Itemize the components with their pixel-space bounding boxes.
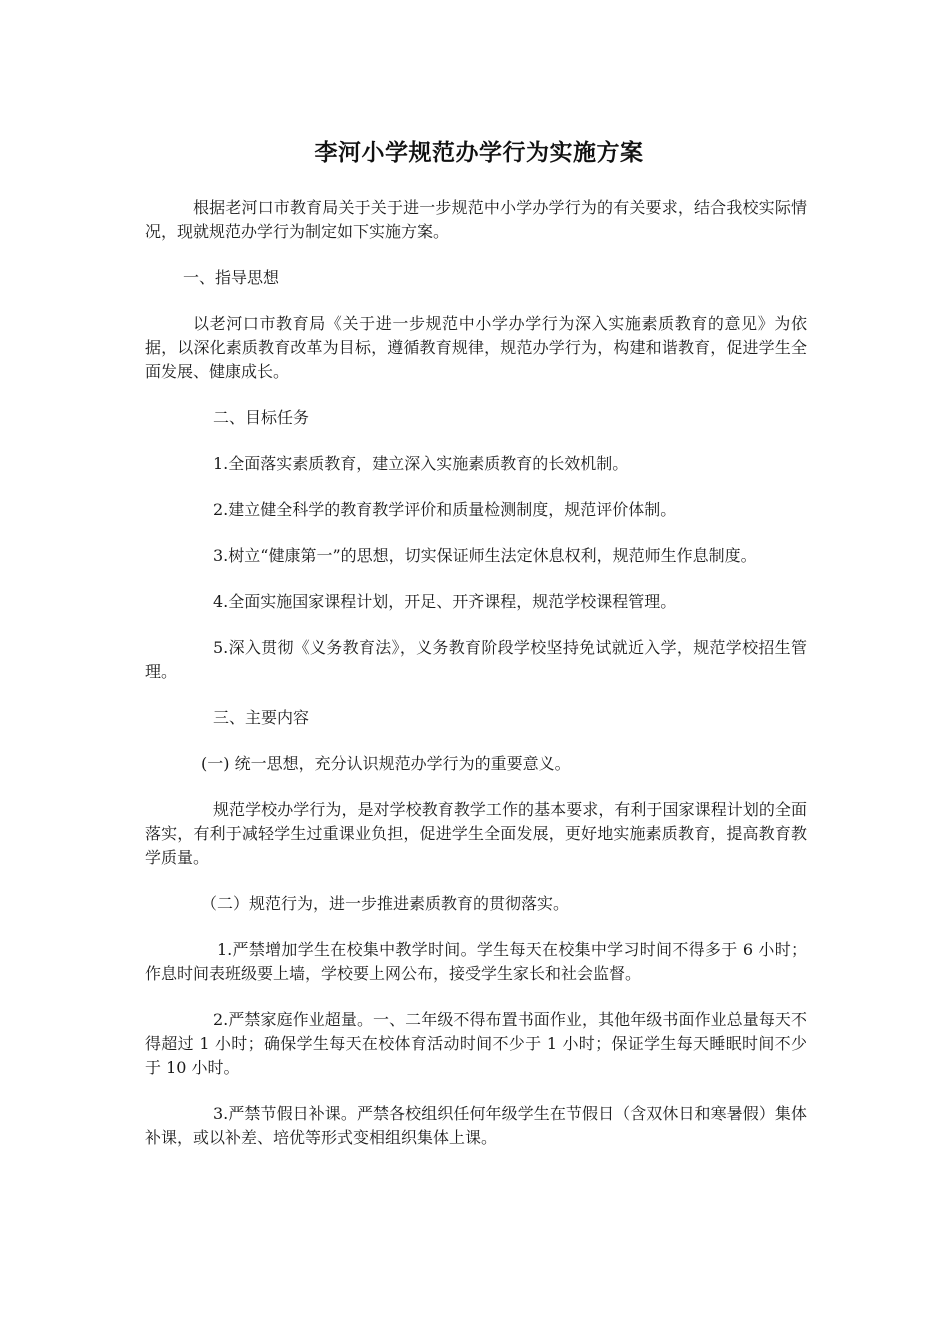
intro-paragraph: 根据老河口市教育局关于关于进一步规范中小学办学行为的有关要求，结合我校实际情况，现就规范办学行为制定如下实施方案。: [145, 198, 807, 241]
guiding-ideology-paragraph: 以老河口市教育局《关于进一步规范中小学办学行为深入实施素质教育的意见》为依据，以深化素质教育改革为目标，遵循教育规律，规范办学行为，构建和谐教育，促进学生全面发展、健康成长。: [145, 314, 807, 381]
goal-item: 4.全面实施国家课程计划，开足、开齐课程，规范学校课程管理。: [213, 592, 677, 611]
section-heading-main-content: 三、主要内容: [213, 708, 310, 727]
rule-item: 3.严禁节假日补课。严禁各校组织任何年级学生在节假日（含双休日和寒暑假）集体补课，或以补差、培优等形式变相组织集体上课。: [145, 1104, 807, 1147]
rule-item: 1.严禁增加学生在校集中教学时间。学生每天在校集中学习时间不得多于 6 小时；作息时间表班级要上墙，学校要上网公布，接受学生家长和社会监督。: [145, 940, 807, 983]
subsection-heading-regulate-behavior: （二）规范行为，进一步推进素质教育的贯彻落实。: [201, 894, 570, 913]
goal-item: 1.全面落实素质教育，建立深入实施素质教育的长效机制。: [213, 454, 629, 473]
document-title: 李河小学规范办学行为实施方案: [314, 140, 644, 166]
goal-item: 3.树立“健康第一”的思想，切实保证师生法定休息权利，规范师生作息制度。: [213, 546, 757, 565]
section-heading-guiding-ideology: 一、指导思想: [183, 268, 280, 287]
subsection-heading-unify-thinking: (一) 统一思想，充分认识规范办学行为的重要意义。: [201, 754, 571, 773]
document-body: [145, 196, 807, 1172]
section-heading-goals: 二、目标任务: [213, 408, 310, 427]
goal-item: 2.建立健全科学的教育教学评价和质量检测制度，规范评价体制。: [213, 500, 677, 519]
rule-item: 2.严禁家庭作业超量。一、二年级不得布置书面作业，其他年级书面作业总量每天不得超过 1 小时；确保学生每天在校体育活动时间不少于 1 小时；保证学生每天睡眠时间不少于 10 小时。: [145, 1010, 807, 1077]
unify-thinking-paragraph: 规范学校办学行为，是对学校教育教学工作的基本要求，有利于国家课程计划的全面落实，有利于减轻学生过重课业负担，促进学生全面发展，更好地实施素质教育，提高教育教学质量。: [145, 800, 807, 867]
goal-item: 5.深入贯彻《义务教育法》，义务教育阶段学校坚持免试就近入学，规范学校招生管理。: [145, 638, 807, 681]
